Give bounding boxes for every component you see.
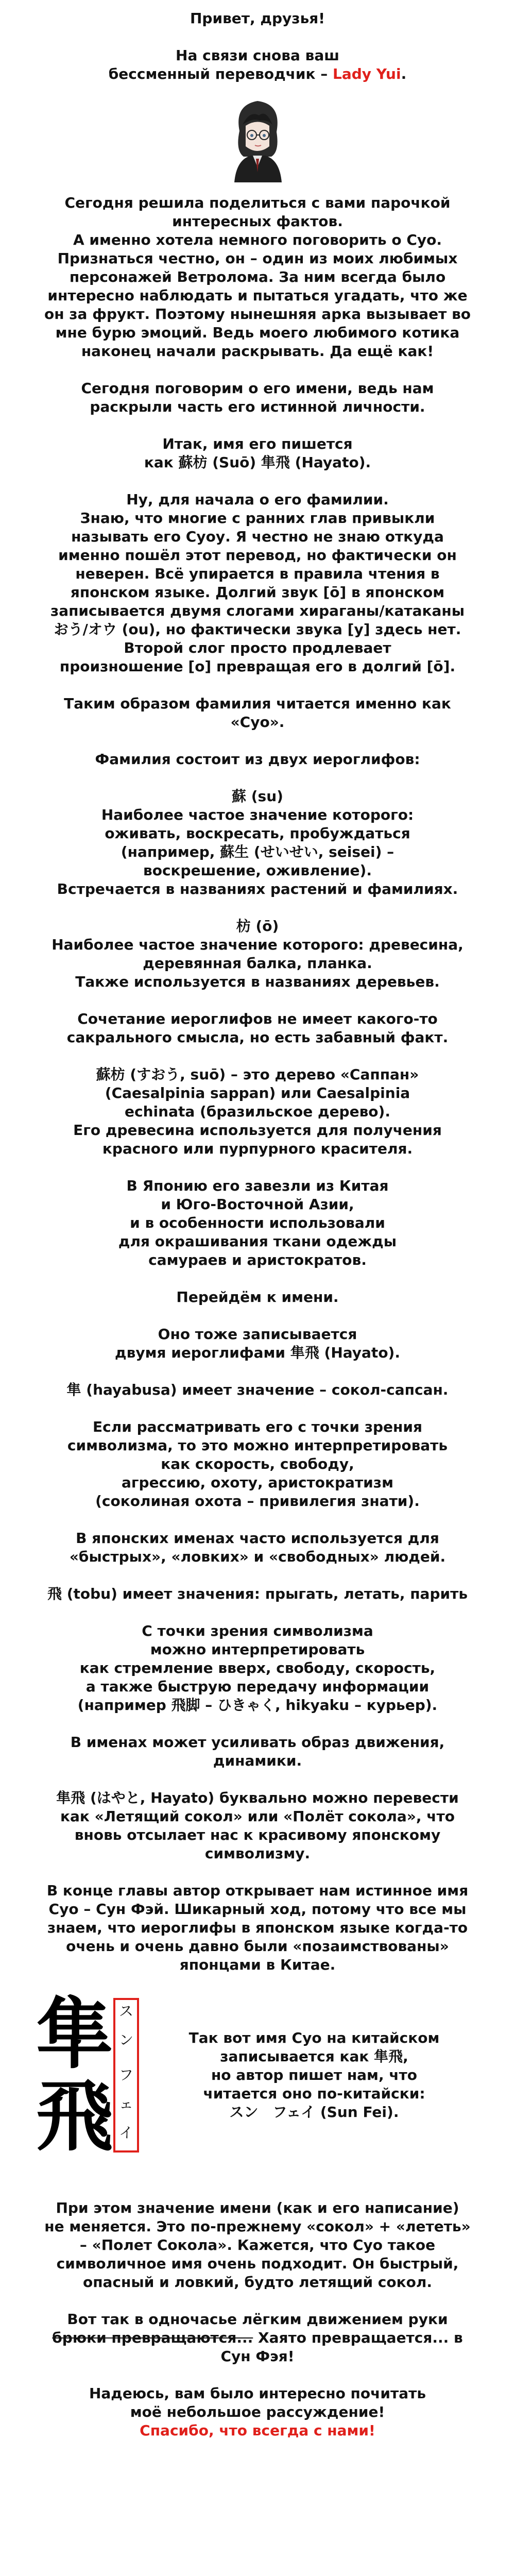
thanks-line: Спасибо, что всегда с нами! (140, 2422, 375, 2439)
paragraph-line: японском языке. Долгий звук [ō] в японском (70, 584, 445, 601)
paragraph-line: символизму. (204, 1845, 311, 1862)
paragraph-line: 隼飛 (はやと, Hayato) буквально можно перевести (56, 1789, 459, 1806)
name-explanation-line: Так вот имя Суо на китайском (188, 2029, 440, 2046)
paragraph-line: очень и очень давно были «позаимствованы» (66, 1938, 449, 1955)
paragraph-line: Встречается в названиях растений и фамилиях. (57, 880, 458, 897)
paragraph (0, 435, 515, 472)
paragraph (0, 1381, 515, 1399)
paragraph-line: 枋 (ō) (236, 918, 279, 935)
paragraph-line: именно пошёл этот перевод, но фактически он (58, 547, 457, 564)
article-blocks (0, 194, 515, 1974)
paragraph-line: Сегодня поговорим о его имени, ведь нам (81, 380, 434, 397)
paragraph-line: знаем, что иероглифы в японском языке когда-то (47, 1919, 468, 1936)
paragraph-line: – «Полет Сокола». Кажется, что Суо такое (79, 2236, 436, 2253)
paragraph-line: агрессию, охоту, аристократизм (122, 1474, 393, 1491)
furigana-char: イ (118, 2124, 133, 2141)
name-section (0, 1989, 515, 2178)
paragraph-line: Ну, для начала о его фамилии. (126, 491, 389, 508)
furigana-char: ス (118, 2003, 133, 2020)
paragraph-line: символичное имя очень подходит. Он быстрый, (56, 2255, 459, 2272)
paragraph-line: (соколиная охота – привилегия знати). (95, 1493, 420, 1510)
paragraph-line: персонажей Ветролома. За ним всегда было (69, 268, 446, 285)
paragraph-line: Второй слог просто продлевает (124, 639, 391, 656)
paragraph-line: называть его Суоу. Я честно не знаю откуда (71, 528, 444, 545)
paragraph-line: интересных фактов. (172, 213, 343, 230)
paragraph-line: Таким образом фамилия читается именно как (64, 695, 451, 712)
paragraph (0, 1065, 515, 1158)
furigana-char: ン (118, 2031, 133, 2048)
paragraph-line: А именно хотела немного поговорить о Суо. (73, 231, 442, 248)
name-explanation (154, 2029, 474, 2122)
paragraph-line: Его древесина используется для получения (73, 1122, 442, 1139)
paragraph-line: Фамилия состоит из двух иероглифов: (95, 751, 420, 768)
paragraph-line: Наиболее частое значение которого: древесина, (52, 936, 464, 953)
paragraph-line: С точки зрения символизма (142, 1622, 373, 1639)
paragraph-line: неверен. Всё упирается в правила чтения в (75, 565, 440, 582)
intro (0, 9, 515, 83)
paragraph-line: воскрешение, оживление). (143, 862, 372, 879)
paragraph (0, 490, 515, 676)
paragraph-line: произношение [о] превращая его в долгий [ō]. (59, 658, 456, 675)
translator-avatar (219, 95, 296, 182)
closing-line: моё небольшое рассуждение! (130, 2403, 385, 2420)
paragraph-line: При этом значение имени (как и его написание) (56, 2199, 459, 2216)
name-explanation-line: スン フェイ (Sun Fei). (229, 2104, 399, 2121)
paragraph-line: оживать, воскресать, пробуждаться (105, 825, 410, 842)
furigana-char: フ (118, 2066, 133, 2083)
paragraph-line: как стремление вверх, свободу, скорость, (79, 1659, 436, 1676)
paragraph-line: самураев и аристократов. (148, 1251, 367, 1268)
paragraph (0, 787, 515, 899)
paragraph-line: можно интерпретировать (150, 1641, 365, 1658)
intro-line-translator: бессменный переводчик – Lady Yui. (108, 65, 407, 82)
paragraph-line: не меняется. Это по-прежнему «сокол» + «лететь» (44, 2218, 471, 2235)
paragraph-line: красного или пурпурного красителя. (102, 1140, 413, 1157)
paragraph-line: Перейдём к имени. (176, 1289, 339, 1306)
paragraph (0, 379, 515, 416)
paragraph-line: сакрального смысла, но есть забавный факт. (66, 1029, 449, 1046)
name-explanation-line: читается оно по-китайски: (203, 2085, 425, 2102)
paragraph (0, 1622, 515, 1715)
paragraph (0, 1177, 515, 1269)
paragraph-line: В именах может усиливать образ движения, (70, 1734, 445, 1751)
paragraph-line: 蘇枋 (すおう, suō) – это дерево «Саппан» (96, 1066, 419, 1083)
paragraph (0, 1288, 515, 1307)
paragraph-line: В японских именах часто используется для (76, 1530, 439, 1547)
paragraph-line: Также используется в названиях деревьев. (75, 973, 440, 990)
paragraph (0, 917, 515, 991)
kanji-hayabusa: 隼 (36, 1989, 113, 2079)
paragraph-line: «Суо». (230, 714, 285, 731)
paragraph-line: и в особенности использовали (130, 1214, 385, 1231)
paragraph-line: Знаю, что многие с ранних глав привыкли (80, 510, 435, 527)
paragraph-line: интересно наблюдать и пытаться угадать, что же (47, 287, 468, 304)
translator-name: Lady Yui (333, 65, 401, 82)
paragraph-line: двумя иероглифами 隼飛 (Hayato). (115, 1344, 400, 1361)
paragraph (0, 1418, 515, 1511)
furigana-char: ェ (118, 2095, 133, 2112)
strikethrough-text: брюки превращаются... (52, 2329, 253, 2346)
paragraph (0, 1585, 515, 1603)
paragraph-line: японцами в Китае. (179, 1956, 336, 1973)
outro-blocks (0, 2199, 515, 2292)
paragraph-line: Сочетание иероглифов не имеет какого-то (77, 1010, 438, 1027)
paragraph-line: а также быструю передачу информации (85, 1678, 430, 1695)
paragraph-line: (например, 蘇生 (せいせい, seisei) – (121, 843, 394, 860)
paragraph (0, 1529, 515, 1566)
final-paragraph (0, 2310, 515, 2366)
furigana-box (113, 1998, 139, 2153)
paragraph (0, 1733, 515, 1770)
paragraph-line: Если рассматривать его с точки зрения (93, 1418, 422, 1435)
paragraph-line: «быстрых», «ловких» и «свободных» людей. (69, 1548, 446, 1565)
paragraph-line: как «Летящий сокол» или «Полёт сокола», что (60, 1808, 455, 1825)
paragraph-line: наконец начали раскрывать. Да ещё как! (81, 343, 434, 360)
final-line-strike: брюки превращаются... Хаято превращается... в (52, 2329, 463, 2346)
paragraph-line: динамики. (213, 1752, 302, 1769)
name-explanation-line: записывается как 隼飛, (220, 2048, 408, 2065)
name-explanation-line: но автор пишет нам, что (211, 2066, 418, 2083)
paragraph-line: 飛 (tobu) имеет значения: прыгать, летать, парить (47, 1585, 468, 1602)
paragraph (0, 1010, 515, 1047)
paragraph (0, 2199, 515, 2292)
final-line: Вот так в одночасье лёгким движением руки (67, 2311, 448, 2328)
closing-line: Надеюсь, вам было интересно почитать (89, 2385, 426, 2402)
paragraph-line: для окрашивания ткани одежды (118, 1233, 397, 1250)
paragraph-line: Наиболее частое значение которого: (101, 806, 414, 823)
paragraph (0, 1882, 515, 1974)
paragraph-line: Признаться честно, он – один из моих любимых (57, 250, 458, 267)
paragraph (0, 1789, 515, 1863)
paragraph-line: 隼 (hayabusa) имеет значение – сокол-сапсан. (66, 1381, 449, 1398)
paragraph-line: おう/オウ (ou), но фактически звука [у] здесь нет. (54, 621, 461, 638)
paragraph-line: раскрыли часть его истинной личности. (90, 398, 425, 415)
paragraph-line: вновь отсылает нас к красивому японскому (74, 1826, 441, 1843)
paragraph-line: echinata (бразильское дерево). (125, 1103, 390, 1120)
paragraph-line: опасный и ловкий, будто летящий сокол. (82, 2274, 433, 2291)
paragraph-line: Суо – Сун Фэй. Шикарный ход, потому что все мы (48, 1901, 467, 1918)
paragraph-line: как скорость, свободу, (161, 1455, 354, 1472)
intro-line: На связи снова ваш (176, 47, 339, 64)
paragraph-line: и Юго-Восточной Азии, (161, 1196, 354, 1213)
kanji-tobu: 飛 (36, 2071, 113, 2162)
paragraph-line: Сегодня решила поделиться с вами парочкой (64, 194, 451, 211)
paragraph-line: (Caesalpinia sappan) или Caesalpinia (105, 1084, 410, 1101)
final-line: Сун Фэя! (220, 2348, 295, 2365)
big-kanji (31, 1989, 118, 2162)
closing (0, 2384, 515, 2440)
paragraph-line: он за фрукт. Поэтому нынешняя арка вызывает во (44, 306, 471, 323)
greeting: Привет, друзья! (190, 10, 325, 27)
paragraph-line: записывается двумя слогами хираганы/катаканы (50, 602, 465, 619)
paragraph-line: Оно тоже записывается (158, 1326, 357, 1343)
paragraph-line: как 蘇枋 (Suō) 隼飛 (Hayato). (144, 454, 371, 471)
paragraph (0, 194, 515, 361)
paragraph (0, 694, 515, 732)
paragraph-line: (например 飛脚 – ひきゃく, hikyaku – курьер). (77, 1697, 438, 1714)
paragraph-line: 蘇 (su) (232, 788, 283, 805)
paragraph-line: Итак, имя его пишется (162, 435, 353, 452)
paragraph-line: В Японию его завезли из Китая (126, 1177, 389, 1194)
paragraph (0, 1325, 515, 1362)
paragraph (0, 750, 515, 769)
paragraph-line: символизма, то это можно интерпретировать (67, 1437, 448, 1454)
paragraph-line: мне бурю эмоций. Ведь моего любимого котика (55, 324, 460, 341)
paragraph-line: деревянная балка, планка. (143, 955, 372, 972)
paragraph-line: В конце главы автор открывает нам истинное имя (46, 1882, 469, 1899)
